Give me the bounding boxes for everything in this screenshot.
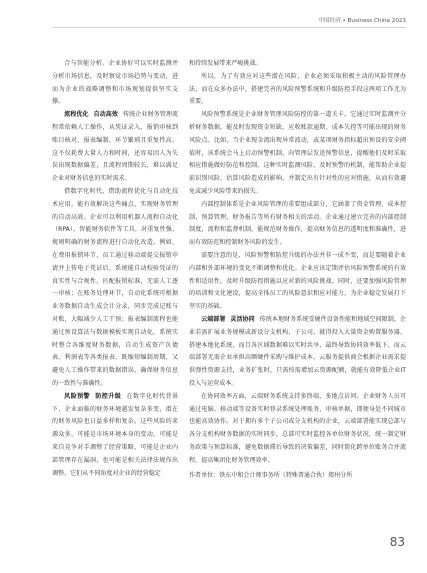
body-paragraph: 合与智能分析。企业协好可以实时监测并分析市场信息，及时察觉市场趋势与变动，进而为企业的战略调整和市场规划提供坚实支撑。	[52, 60, 178, 106]
body-paragraph: 内部控制体系是企业风险管理的重要组成部分，它涵盖了资金管理、成本控制、预算管理、财务报告等所有财务相关的活动。企业通过建立完善的内部控制制度，流程和监督机制，能规范财务操作，提高财务信息的透明度和准确性，进而有效防范和控制财务风险的发生。	[189, 200, 406, 247]
page-number: 83	[389, 535, 405, 549]
right-column	[189, 58, 406, 482]
section-paragraph: 流程优化 自动高效 传统企业财务管理流程常依赖人工操作，从凭证录入、报销审核到账目核对、报表编制，环节繁琐且重复性高。这不仅耗费大量人力和时间，还容易因人为失误出现数据偏差，且流程周期较长，难以满足企业对财务信息的实时需求。	[52, 111, 179, 183]
section-heading: 流程优化 自动高效	[64, 111, 119, 119]
section-paragraph: 风险预警 防控升级 在数字化时代背景下，企业面临的财务环境越发复杂多变，潜在的财务风险也日益多样和复杂。这些风险的来源众多，可能是市场环境本身的变动，可能是来自竞争对手调整了经营策略，可能是企业内部管理存在漏洞，也可能是相关法律法规作出调整，它们从不同角度对企业的经营稳定	[52, 392, 179, 477]
body-paragraph: 借数字化时代，借助流程优化与自动化技术应用，能有效解决这些痛点，实现财务管理的自动高效。企业可以利用机器人流程自动化（RPA）、智能财务软件等工具，对重复性强、规则明确的财务流程进行自动化改造。例如，在费用报销环节，员工通过移动端提交报销申请并上传电子凭证后，系统能自动校验凭证的真实性与合规性，匹配报销标准，无需人工逐一审核；在账务处理环节，自动化系统可根据业务数据自动生成会计分录，同步完成记账与对账，大幅减少人工干预；报表编制流程也能通过预设算法与数据模板实现自动化，系统实时整合各维度财务数据，自动生成资产负债表、利润表等各类报表，既缩短编制周期，又避免人工操作带来的数据错误，确保财务信息的一致性与准确性。	[52, 187, 178, 387]
author-affiliation: 作者单位：铁东中和会计师事务所（特殊普通合伙）郑州分所	[189, 471, 353, 479]
body-paragraph: 需要注意的是，风险预警和防控升级的办法并非一成不变，而是要随着企业内部和外部环境的变化不断调整和优化。企业应该定期评估风险预警系统的有效性和适用性，及时升级防控措施以应对新的风险挑战。同时，还要加强风险管理的培训和文化建设，提高全体员工的风险意识和应对能力，为企业稳定发展打下坚实的基础。	[189, 251, 406, 311]
left-column	[52, 58, 178, 480]
section-paragraph: 云端部署 灵活协同 传统本地财务系统受硬件设备性能和地域空间限制，企业若需扩展业务规模或新设分支机构、子公司，就得投入大量资金购置服务器、搭建本地化系统，而且各区域数据难以实时共享，最终导致协同效率低下。而云端部署无需企业承担高额硬件采购与维护成本，云服务提供商会根据企业需求提供弹性资源支持，业务扩张时，只需按需增加云资源配额，就能有效降低企业IT投入与运营成本。	[189, 315, 407, 387]
section-heading: 风险预警 防控升级	[64, 392, 122, 400]
body-paragraph: 和持续发展带来严峻挑战。	[189, 60, 262, 67]
body-paragraph: 风险预警系统是企业财务管理风险防控的第一道关卡。它通过实时监测并分析财务数据，能及时发现资金短缺、应收账款逾期、成本失控等可能出现的财务风险点。比如，当企业现金流出现异常波动，或某项财务指标超出预设的安全阈值时，该系统会马上启动预警机制，向管理层发送预警信息，提醒他们及时采取相应措施做好防范和控制。这种实时监测风险、及时预警的机制，能帮助企业提前识别风险，估算风险造成的影响，并制定出有针对性的应对措施，从而有效避免或减少风险带来的损失。	[189, 111, 406, 195]
body-paragraph: 所以，为了有效应对这些潜在风险，企业必须采取积极主动的风险管理办法，而在众多办法中，搭建完善的风险预警系统和升级防控手段这两项工作尤为重要。	[189, 72, 406, 106]
body-paragraph: 在协同效率方面，云端财务系统支持多终端、多地点访问。企业财务人员可通过电脑、移动端等设备实时登录系统处理账务、审核单据，即便身处不同城市也能高效协作。对于拥有多个子公司或分支机构的企业，云端部署能实现总部与各分支机构财务数据的实时同步，总部可实时监控各单位财务状况，统一制定财务政策与预算标准，避免数据滞后导致的决策偏差，同时简化跨单位账务合并流程，提高集团化财务管理效率。	[189, 392, 406, 464]
running-header: 中国经济 • Business China 2023	[318, 18, 406, 24]
section-heading: 云端部署 灵活协同	[201, 315, 255, 323]
header-divider	[52, 27, 406, 28]
